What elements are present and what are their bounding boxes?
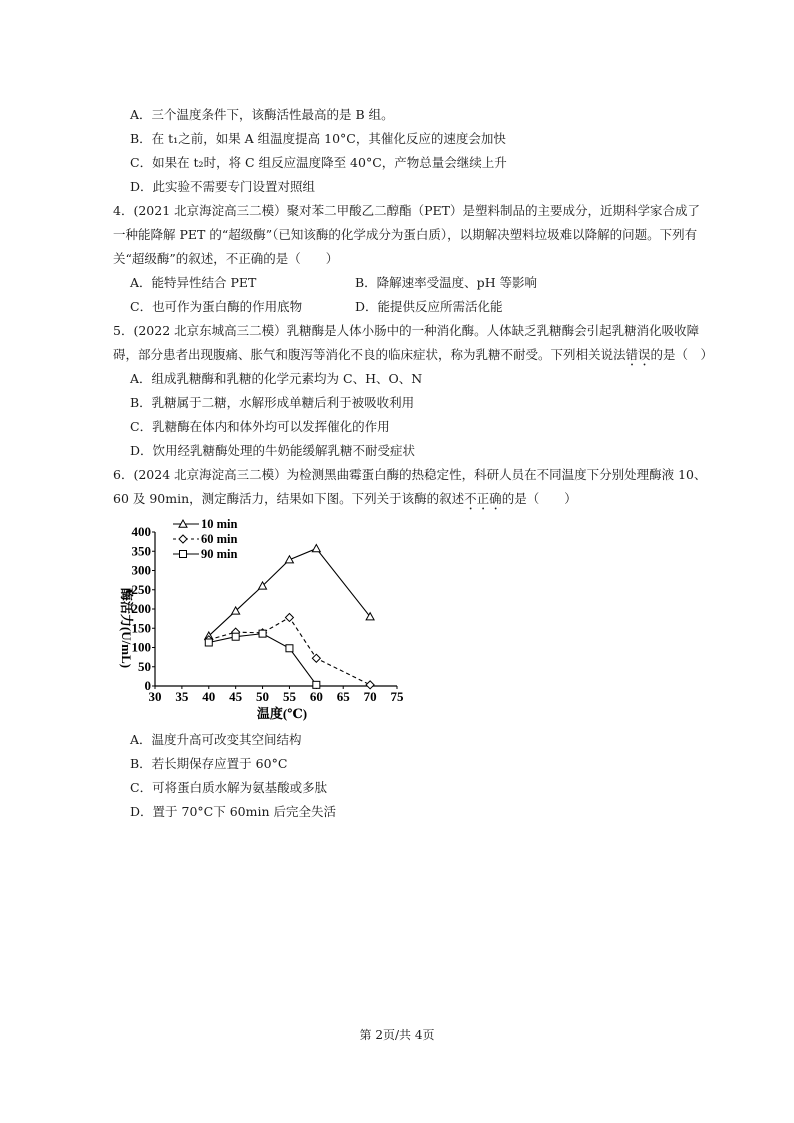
x-tick-label: 65 <box>336 689 350 704</box>
data-point <box>312 654 320 662</box>
data-point <box>205 639 212 646</box>
q6-option-d: D．置于 70°C下 60min 后完全失活 <box>130 804 336 819</box>
x-tick-label: 50 <box>256 689 270 704</box>
x-tick-label: 40 <box>202 689 216 704</box>
q4-stem-line3: 关“超级酶”的叙述，不正确的是（ ） <box>113 251 339 266</box>
q3-option-d: D．此实验不需要专门设置对照组 <box>130 179 316 194</box>
q6-stem-line2 <box>113 491 577 513</box>
x-tick-label: 35 <box>175 689 189 704</box>
x-tick-label: 45 <box>229 689 243 704</box>
y-tick-label: 150 <box>131 620 151 636</box>
y-tick-label: 300 <box>131 562 151 578</box>
data-point <box>286 645 293 652</box>
x-tick-label: 60 <box>309 689 323 704</box>
q3-option-a: A．三个温度条件下，该酶活性最高的是 B 组。 <box>130 107 394 122</box>
q3-option-b: B．在 t₁之前，如果 A 组温度提高 10°C，其催化反应的速度会加快 <box>130 131 506 146</box>
q4-option-a: A．能特异性结合 PET <box>130 275 257 290</box>
data-point <box>366 681 374 689</box>
legend-label: 90 min <box>201 547 238 561</box>
chart-series <box>205 545 374 689</box>
chart-legend <box>173 518 238 561</box>
q6-stem-text: 60 及 90min，测定酶活力，结果如下图。下列关于该酶的叙述 <box>113 491 465 506</box>
legend-label: 60 min <box>201 532 238 546</box>
q6-emphasis-word: 不正确 <box>464 491 502 506</box>
y-tick-label: 50 <box>138 658 151 674</box>
data-point <box>285 556 293 563</box>
y-axis-label: 酶活力(U/mL) <box>119 587 134 669</box>
q4-stem-line1: 4．(2021 北京海淀高三二模）聚对苯二甲酸乙二醇酯（PET）是塑料制品的主要成分，近期科学家合成了 <box>113 203 700 218</box>
q6-option-b: B．若长期保存应置于 60°C <box>130 756 288 771</box>
chart-axes <box>132 524 405 704</box>
data-point <box>232 633 239 640</box>
q5-option-d: D．饮用经乳糖酶处理的牛奶能缓解乳糖不耐受症状 <box>130 443 416 458</box>
q4-option-b: B．降解速率受温度、pH 等影响 <box>355 275 538 290</box>
q5-stem-line2 <box>113 347 713 369</box>
data-point <box>259 630 266 637</box>
y-tick-label: 250 <box>131 581 151 597</box>
q4-option-d: D．能提供反应所需活化能 <box>355 299 503 314</box>
q5-option-c: C．乳糖酶在体内和体外均可以发挥催化的作用 <box>130 419 390 434</box>
x-axis-label: 温度(℃) <box>256 706 308 721</box>
series-90-min <box>205 630 320 688</box>
y-tick-label: 400 <box>131 524 151 539</box>
q5-emphasis-word: 错误 <box>625 347 651 362</box>
q6-stem-line1: 6．(2024 北京海淀高三二模）为检测黑曲霉蛋白酶的热稳定性，科研人员在不同温度下分别处理酶液 10、 <box>113 467 707 482</box>
q6-option-c: C．可将蛋白质水解为氨基酸或多肽 <box>130 780 328 795</box>
q5-stem-end: 的是（ ） <box>650 347 714 362</box>
q6-stem-end: 的是（ ） <box>501 491 577 506</box>
x-tick-label: 55 <box>282 689 296 704</box>
q4-option-c: C．也可作为蛋白酶的作用底物 <box>130 299 303 314</box>
x-tick-label: 75 <box>390 689 404 704</box>
q5-option-a: A．组成乳糖酶和乳糖的化学元素均为 C、H、O、N <box>130 371 423 386</box>
legend-label: 10 min <box>201 518 238 531</box>
q3-option-c: C．如果在 t₂时，将 C 组反应温度降至 40°C，产物总量会继续上升 <box>130 155 507 170</box>
y-tick-label: 0 <box>144 678 151 693</box>
y-tick-label: 100 <box>131 639 151 655</box>
q4-stem-line2: 一种能降解 PET 的“超级酶”（已知该酶的化学成分为蛋白质），以期解决塑料垃圾难以降解的问题。下列有 <box>113 227 698 242</box>
x-tick-label: 70 <box>363 689 377 704</box>
q5-stem-line1: 5．(2022 北京东城高三二模）乳糖酶是人体小肠中的一种消化酶。人体缺乏乳糖酶会引起乳糖消化吸收障 <box>113 323 700 338</box>
y-tick-label: 200 <box>131 601 151 616</box>
series-line <box>209 634 317 685</box>
enzyme-activity-chart <box>110 518 410 723</box>
data-point <box>285 613 293 621</box>
x-tick-label: 30 <box>148 689 162 704</box>
y-tick-label: 350 <box>131 543 151 559</box>
q5-option-b: B．乳糖属于二糖，水解形成单糖后利于被吸收利用 <box>130 395 415 410</box>
legend-marker <box>180 551 187 558</box>
q6-option-a: A．温度升高可改变其空间结构 <box>130 732 302 747</box>
data-point <box>312 545 320 552</box>
legend-marker <box>179 535 187 543</box>
data-point <box>313 681 320 688</box>
page-footer: 第 2页/共 4页 <box>359 1028 435 1042</box>
q5-stem-text: 碍，部分患者出现腹痛、胀气和腹泻等消化不良的临床症状，称为乳糖不耐受。下列相关说法 <box>113 347 626 362</box>
